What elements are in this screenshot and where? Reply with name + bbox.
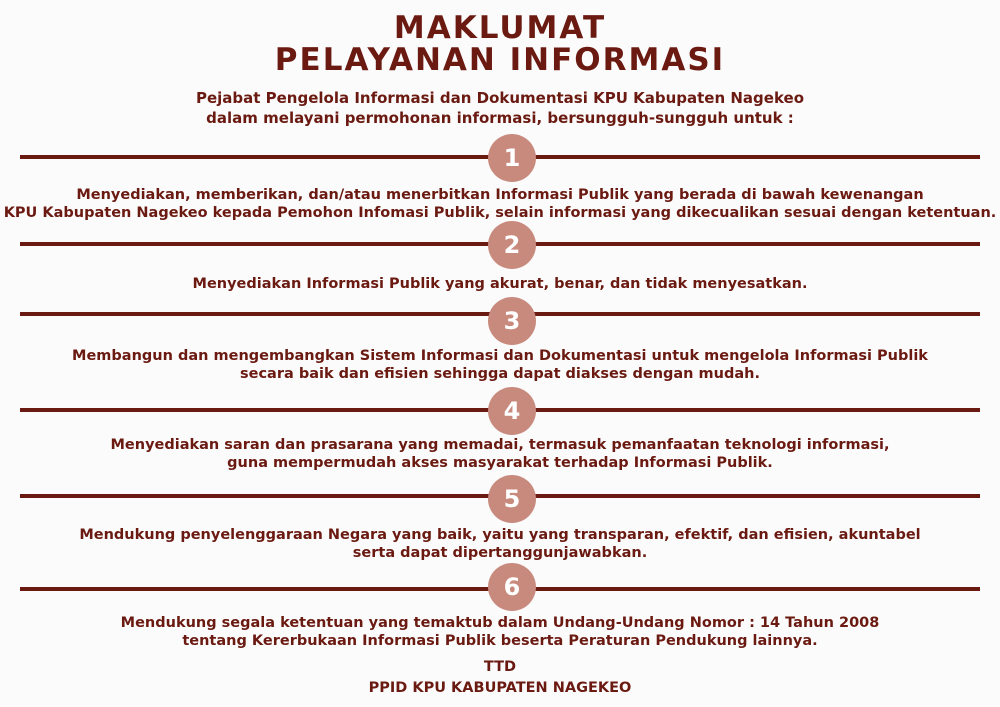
item-6-line-2: tentang Kererbukaan Informasi Publik beserta Peraturan Pendukung lainnya. bbox=[182, 633, 818, 649]
item-number-badge-4: 4 bbox=[488, 387, 536, 435]
item-5-line-2: serta dapat dipertanggunjawabkan. bbox=[352, 545, 648, 561]
item-text-2 bbox=[0, 275, 1000, 293]
item-1-line-1: Menyediakan, memberikan, dan/atau menerbitkan Informasi Publik yang berada di bawah kewenangan bbox=[76, 187, 924, 203]
item-number-badge-3: 3 bbox=[488, 297, 536, 345]
item-number-badge-6: 6 bbox=[488, 563, 536, 611]
item-1-line-2: KPU Kabupaten Nagekeo kepada Pemohon Infomasi Publik, selain informasi yang dikecualikan sesuai dengan ketentuan. bbox=[3, 205, 997, 221]
title-line-1: MAKLUMAT bbox=[393, 10, 607, 46]
item-text-4 bbox=[0, 436, 1000, 472]
intro-line-1: Pejabat Pengelola Informasi dan Dokumentasi KPU Kabupaten Nagekeo bbox=[195, 89, 805, 107]
item-4-line-1: Menyediakan saran dan prasarana yang memadai, termasuk pemanfaatan teknologi informasi, bbox=[110, 437, 890, 453]
item-number-badge-2: 2 bbox=[488, 221, 536, 269]
item-2-line-1: Menyediakan Informasi Publik yang akurat, benar, dan tidak menyesatkan. bbox=[192, 276, 808, 292]
item-text-5 bbox=[0, 526, 1000, 562]
item-text-1 bbox=[0, 186, 1000, 222]
item-text-3 bbox=[0, 347, 1000, 383]
item-3-line-1: Membangun dan mengembangkan Sistem Informasi dan Dokumentasi untuk mengelola Informasi Publik bbox=[72, 348, 928, 364]
title-line-2: PELAYANAN INFORMASI bbox=[274, 42, 726, 78]
signature-ttd: TTD bbox=[483, 659, 517, 675]
item-number-badge-1: 1 bbox=[488, 134, 536, 182]
item-6-line-1: Mendukung segala ketentuan yang temaktub dalam Undang-Undang Nomor : 14 Tahun 2008 bbox=[120, 615, 880, 631]
item-3-line-2: secara baik dan efisien sehingga dapat diakses dengan mudah. bbox=[240, 366, 760, 382]
intro-line-2: dalam melayani permohonan informasi, bersungguh-sungguh untuk : bbox=[206, 109, 794, 127]
item-number-badge-5: 5 bbox=[488, 475, 536, 523]
item-5-line-1: Mendukung penyelenggaraan Negara yang baik, yaitu yang transparan, efektif, dan efisien, akuntabel bbox=[79, 527, 921, 543]
item-text-6 bbox=[0, 614, 1000, 650]
item-4-line-2: guna mempermudah akses masyarakat terhadap Informasi Publik. bbox=[227, 455, 773, 471]
signature-organization: PPID KPU KABUPATEN NAGEKEO bbox=[368, 680, 632, 696]
